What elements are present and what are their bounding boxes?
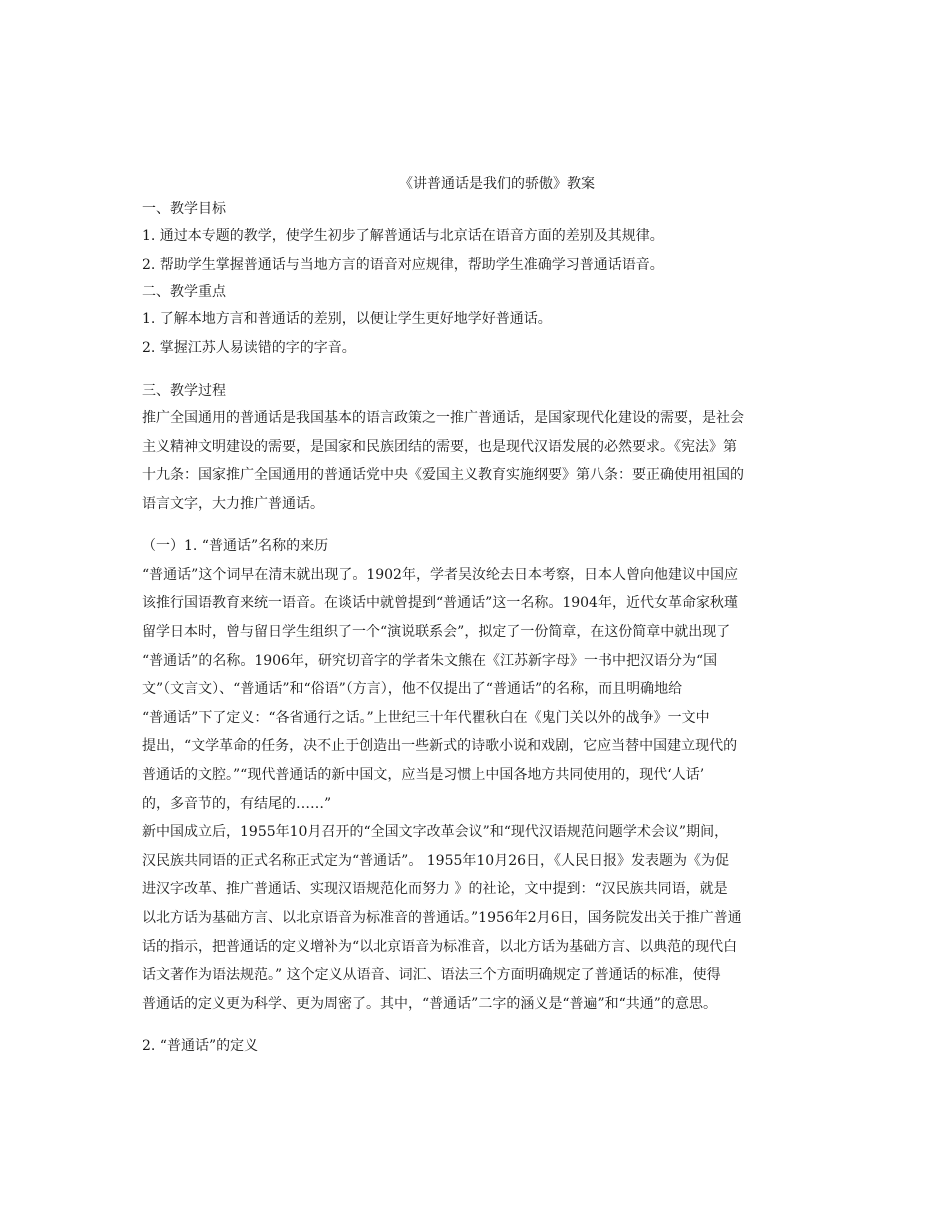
- paragraph-line: 推广全国通用的普通话是我国基本的语言政策之一推广普通话，是国家现代化建设的需要，是社会: [142, 410, 744, 426]
- paragraph-line: 文”（文言文）、“普通话”和“俗语”（方言），他不仅提出了“普通话”的名称，而且明确地给: [142, 681, 683, 698]
- paragraph-line: 话的指示，把普通话的定义增补为“以北京语音为标准音，以北方话为基础方言、以典范的现代白: [142, 938, 738, 955]
- subsection-heading-definition: 2. “普通话”的定义: [142, 1038, 259, 1055]
- focus-item: 2. 掌握江苏人易读错的字的字音。: [142, 339, 356, 356]
- document-title: 《讲普通话是我们的骄傲》教案: [399, 176, 595, 192]
- paragraph-line: “普通话”这个词早在清末就出现了。1902年，学者吴汝纶去日本考察，日本人曾向他建议中国应: [142, 566, 738, 583]
- paragraph-line: 普通话的定义更为科学、更为周密了。其中，“普通话”二字的涵义是“普遍”和“共通”的意思。: [142, 995, 717, 1012]
- goal-item: 2. 帮助学生掌握普通话与当地方言的语音对应规律，帮助学生准确学习普通话语音。: [142, 256, 664, 273]
- paragraph-line: 十九条：国家推广全国通用的普通话党中央《爱国主义教育实施纲要》第八条：要正确使用祖国的: [142, 467, 744, 484]
- subsection-heading-origin: （一）1. “普通话”名称的来历: [142, 538, 329, 555]
- goal-item: 1. 通过本专题的教学，使学生初步了解普通话与北京话在语音方面的差别及其规律。: [142, 228, 664, 244]
- origin-paragraph: [142, 561, 822, 1019]
- paragraph-line: 汉民族共同语的正式名称正式定为“普通话”。 1955年10月26日，《人民日报》发表题为《为促: [142, 852, 730, 869]
- paragraph-line: 的，多音节的，有结尾的……”: [142, 795, 332, 812]
- paragraph-line: “普通话”的名称。1906年，研究切音字的学者朱文熊在《江苏新字母》一书中把汉语分为“国: [142, 652, 718, 669]
- section-heading-goals: 一、教学目标: [142, 201, 226, 217]
- paragraph-line: 普通话的文腔。”“现代普通话的新中国文，应当是习惯上中国各地方共同使用的，现代‘人话’: [142, 767, 705, 784]
- paragraph-line: 留学日本时，曾与留日学生组织了一个“演说联系会”，拟定了一份简章，在这份简章中就出现了: [142, 624, 731, 641]
- document-page: [142, 174, 822, 1061]
- section-heading-focus: 二、教学重点: [142, 284, 226, 300]
- process-intro-paragraph: [142, 404, 822, 518]
- focus-item: 1. 了解本地方言和普通话的差别，以便让学生更好地学好普通话。: [142, 311, 552, 327]
- paragraph-line: 该推行国语教育来统一语音。在谈话中就曾提到“普通话”这一名称。1904年，近代女革命家秋瑾: [142, 595, 738, 612]
- paragraph-line: “普通话”下了定义：“各省通行之话。”上世纪三十年代瞿秋白在《鬼门关以外的战争》一文中: [142, 709, 710, 726]
- paragraph-line: 进汉字改革、推广普通话、实现汉语规范化而努力 》的社论，文中提到：“汉民族共同语，就是: [142, 881, 728, 898]
- paragraph-line: 语言文字，大力推广普通话。: [142, 495, 324, 512]
- paragraph-line: 以北方话为基础方言、以北京语音为标准音的普通话。”1956年2月6日，国务院发出关于推广普通: [142, 910, 742, 926]
- paragraph-line: 提出，“文学革命的任务，决不止于创造出一些新式的诗歌小说和戏剧，它应当替中国建立现代的: [142, 738, 738, 755]
- paragraph-line: 话文著作为语法规范。” 这个定义从语音、词汇、语法三个方面明确规定了普通话的标准，使得: [142, 967, 721, 984]
- paragraph-line: 主义精神文明建设的需要，是国家和民族团结的需要，也是现代汉语发展的必然要求。《宪法》第: [142, 438, 737, 455]
- paragraph-line: 新中国成立后，1955年10月召开的“全国文字改革会议”和“现代汉语规范问题学术会议”期间，: [142, 824, 729, 841]
- section-heading-process: 三、教学过程: [142, 383, 226, 399]
